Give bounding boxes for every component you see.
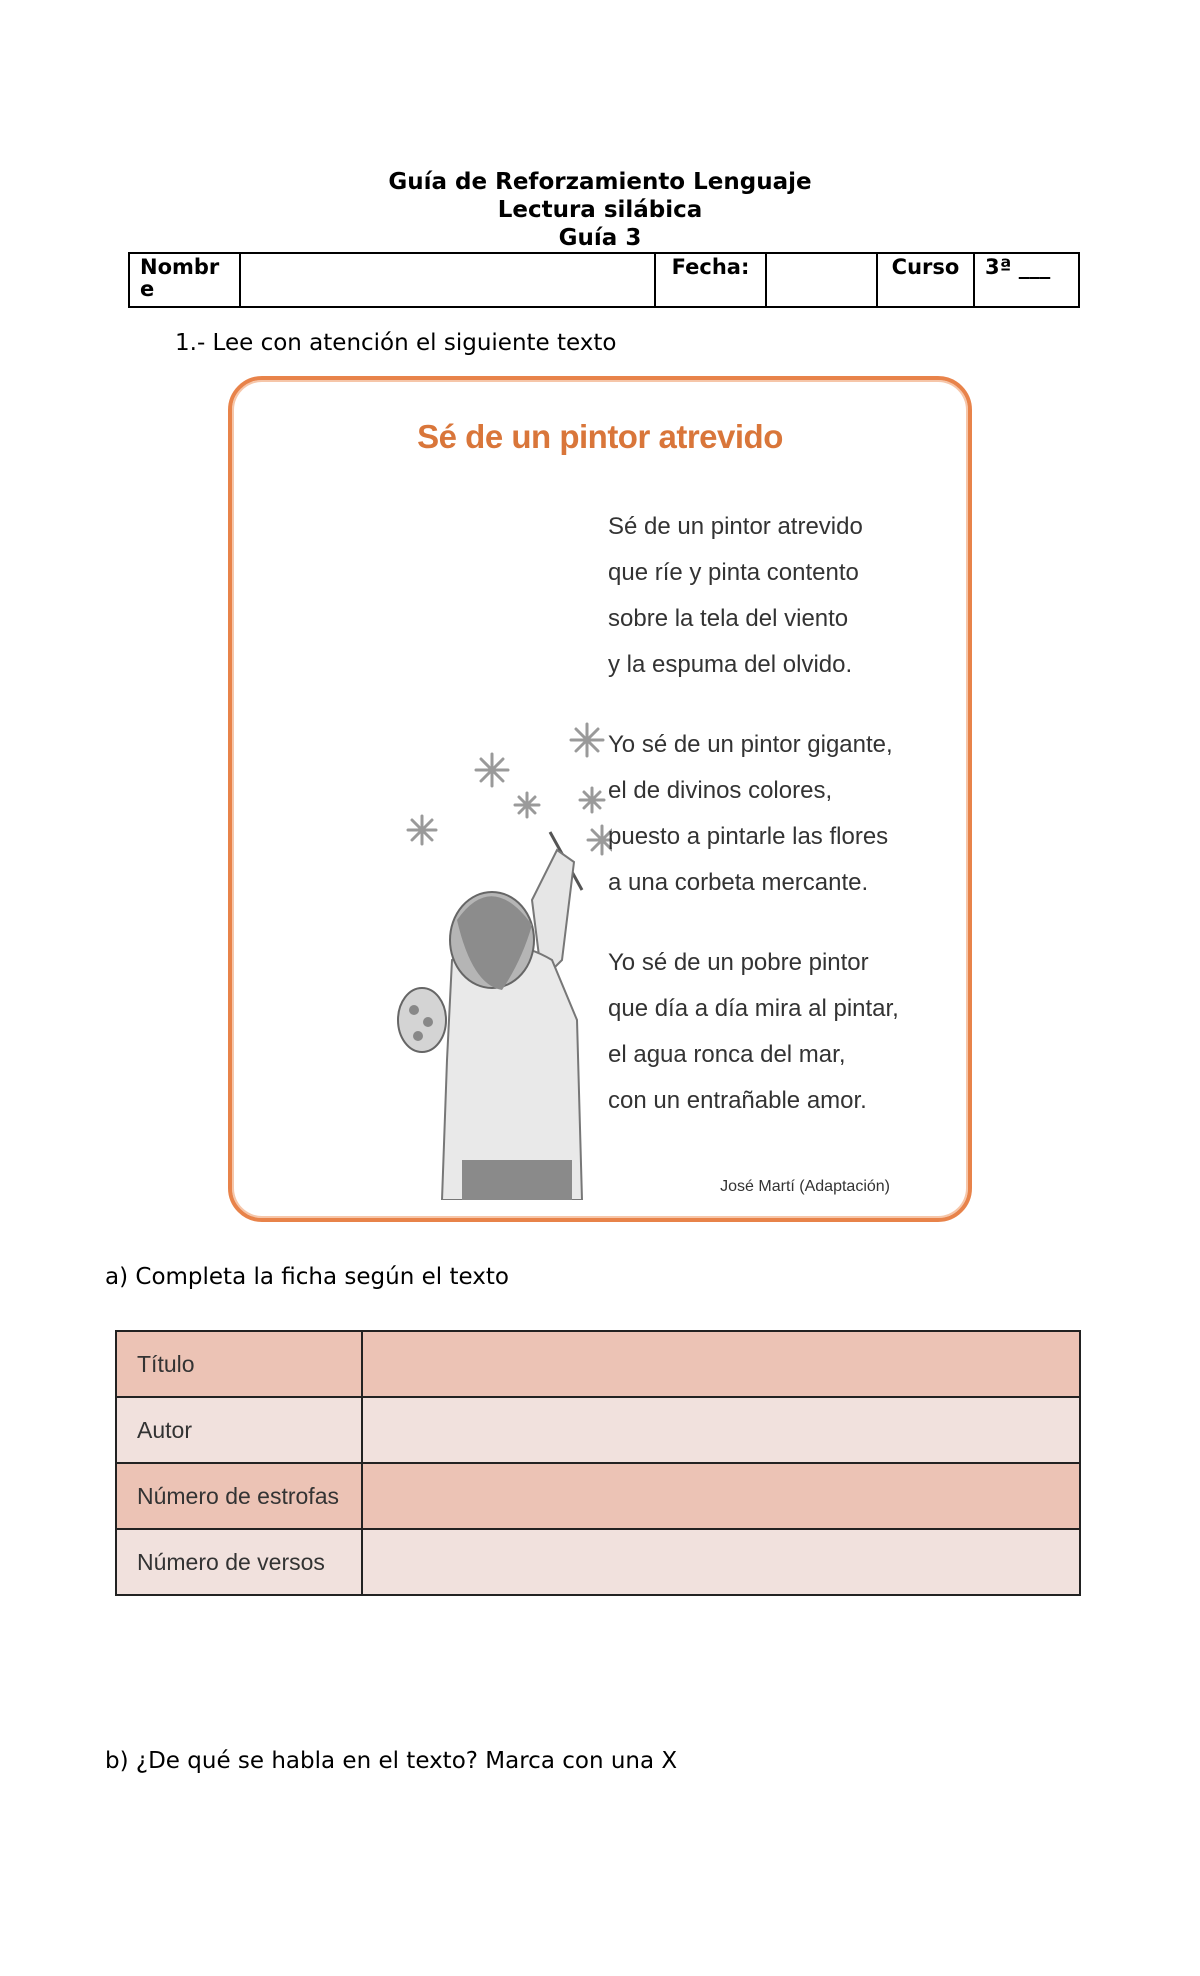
student-info-table [128,252,1080,308]
curso-field[interactable]: 3ª ___ [974,253,1079,307]
poem-card [228,376,972,1222]
poem-verse: a una corbeta mercante. [608,869,869,896]
table-row [116,1397,1080,1463]
poem-verse: sobre la tela del viento [608,605,849,632]
poem-body [608,504,899,1158]
poem-verse: Yo sé de un pintor gigante, [608,731,893,758]
table-row [116,1463,1080,1529]
header-guide-number: Guía 3 [558,225,642,251]
header-title: Guía de Reforzamiento Lenguaje [388,169,812,195]
poem-verse: y la espuma del olvido. [608,651,853,678]
curso-label: Curso [877,253,974,307]
poem-verse: el agua ronca del mar, [608,1041,846,1068]
ficha-field-versos[interactable] [362,1529,1080,1595]
poem-stanza-3 [608,940,899,1124]
worksheet-header [0,168,1200,252]
fecha-label: Fecha: [655,253,766,307]
ficha-field-titulo[interactable] [362,1331,1080,1397]
ficha-table [115,1330,1081,1596]
ficha-field-autor[interactable] [362,1397,1080,1463]
ficha-label-titulo: Título [116,1331,362,1397]
ficha-label-estrofas: Número de estrofas [116,1463,362,1529]
poem-title: Sé de un pintor atrevido [417,418,783,455]
nombre-field[interactable] [240,253,655,307]
instruction-read: 1.- Lee con atención el siguiente texto [175,330,617,356]
poem-verse: con un entrañable amor. [608,1087,867,1114]
ficha-label-autor: Autor [116,1397,362,1463]
nombre-label: Nombr e [129,253,240,307]
poem-verse: que día a día mira al pintar, [608,995,899,1022]
poem-verse: Sé de un pintor atrevido [608,513,863,540]
ficha-label-versos: Número de versos [116,1529,362,1595]
poem-verse: Yo sé de un pobre pintor [608,949,869,976]
poem-verse: puesto a pintarle las flores [608,823,889,850]
poem-stanza-1 [608,504,899,688]
poem-author: José Martí (Adaptación) [720,1178,890,1195]
header-subtitle: Lectura silábica [497,197,703,223]
instruction-a: a) Completa la ficha según el texto [105,1264,509,1290]
poem-stanza-2 [608,722,899,906]
instruction-b: b) ¿De qué se habla en el texto? Marca con una X [105,1748,678,1774]
poem-verse: el de divinos colores, [608,777,833,804]
ficha-field-estrofas[interactable] [362,1463,1080,1529]
table-row [116,1331,1080,1397]
table-row [116,1529,1080,1595]
fecha-field[interactable] [766,253,877,307]
poem-verse: que ríe y pinta contento [608,559,859,586]
painter-illustration [382,600,612,1200]
